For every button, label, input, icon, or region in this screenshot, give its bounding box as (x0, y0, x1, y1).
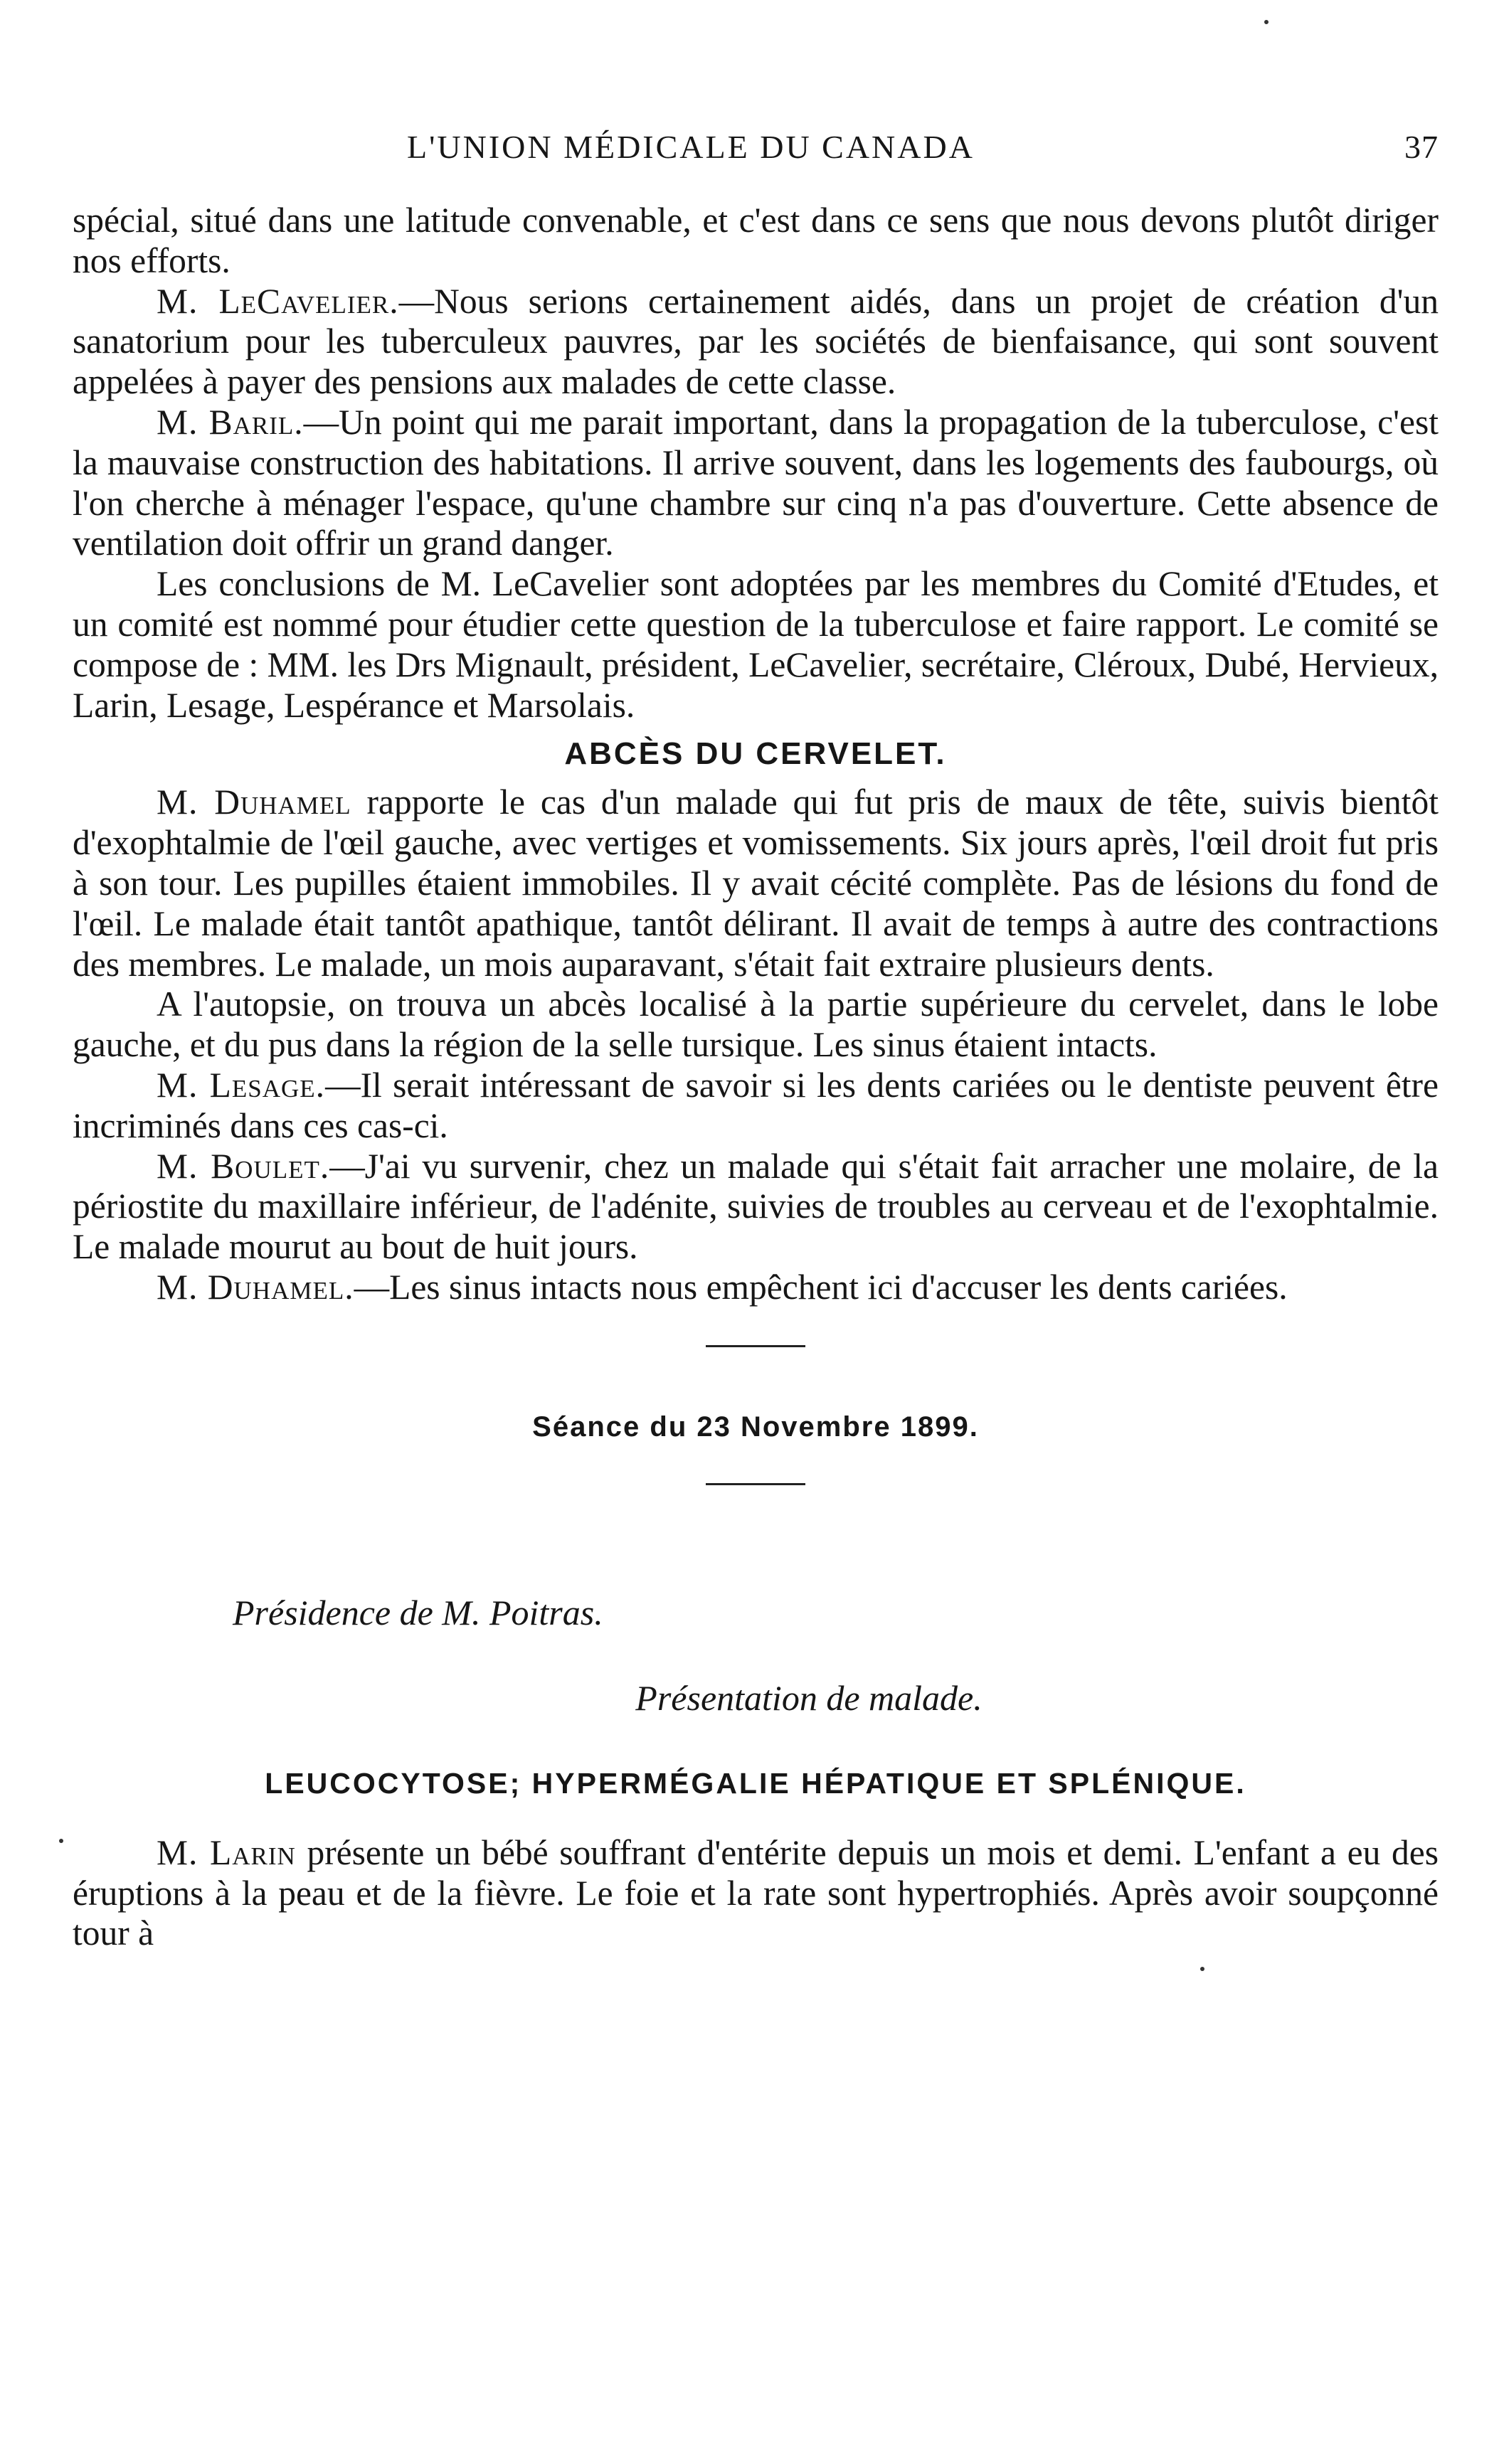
speaker-name: M. Larin (157, 1832, 296, 1872)
print-speck (59, 1839, 63, 1843)
presentation-subheading: Présentation de malade. (635, 1677, 983, 1718)
paragraph-text: présente un bébé souffrant d'entérite depuis un mois et demi. L'enfant a eu des éruptions à la peau et de la fièvre. Le foie et la rate sont hypertrophiés. Après avoir soupçonné tour à (73, 1832, 1439, 1953)
section-heading: ABCÈS DU CERVELET. (564, 736, 947, 772)
paragraph (73, 1268, 1439, 1308)
speaker-name: M. LeCavelier. (157, 281, 399, 321)
paragraph-text: —Il serait intéressant de savoir si les dents cariées ou le dentiste peuvent être incriminés dans ces cas-ci. (73, 1065, 1439, 1145)
paragraph (73, 1833, 1439, 1954)
paragraph-text: —Un point qui me parait important, dans la propagation de la tuberculose, c'est la mauvaise construction des habitations. Il arrive souvent, dans les logements des faubourgs, où l'on cherche à ménager l'espace, qu'une chambre sur cinq n'a pas d'ouverture. Cette absence de ventilation doit offrir un grand danger. (73, 402, 1439, 563)
paragraph-text: —J'ai vu survenir, chez un malade qui s'était fait arracher une molaire, de la périostite du maxillaire inférieur, de l'adénite, suivies de troubles au cerveau et de l'exophtalmie. Le malade mourut au bout de huit jours. (73, 1146, 1439, 1267)
running-head (73, 128, 1439, 178)
section-heading: LEUCOCYTOSE; HYPERMÉGALIE HÉPATIQUE ET SPLÉNIQUE. (265, 1766, 1246, 1800)
paragraph (73, 782, 1439, 984)
article-body (73, 201, 1439, 1954)
print-speck (1264, 20, 1269, 24)
print-speck (1200, 1967, 1204, 1971)
document-page (73, 0, 1439, 2464)
divider (706, 1345, 805, 1347)
speaker-name: M. Duhamel (157, 782, 351, 822)
session-title: Séance du 23 Novembre 1899. (532, 1411, 979, 1443)
divider (706, 1483, 805, 1485)
paragraph (73, 282, 1439, 403)
speaker-name: M. Baril. (157, 402, 304, 442)
speaker-name: M. Boulet. (157, 1146, 330, 1186)
paragraph-text: —Les sinus intacts nous empêchent ici d'accuser les dents cariées. (354, 1267, 1288, 1307)
paragraph-text: —Nous serions certainement aidés, dans un projet de création d'un sanatorium pour les tuberculeux pauvres, par les sociétés de bienfaisance, qui sont souvent appelées à payer des pensions aux malades de cette classe. (73, 281, 1439, 402)
paragraph (73, 1147, 1439, 1268)
paragraph: Les conclusions de M. LeCavelier sont adoptées par les membres du Comité d'Etudes, et un comité est nommé pour étudier cette question de la tuberculose et faire rapport. Le comité se compose de : MM. les Drs Mignault, président, LeCavelier, secrétaire, Cléroux, Dubé, Hervieux, Larin, Lesage, Lespérance et Marsolais. (73, 564, 1439, 725)
presidence-line: Présidence de M. Poitras. (233, 1592, 603, 1632)
paragraph-text: rapporte le cas d'un malade qui fut pris de maux de tête, suivis bientôt d'exophtalmie de l'œil gauche, avec vertiges et vomissements. Six jours après, l'œil droit fut pris à son tour. Les pupilles étaient immobiles. Il y avait cécité complète. Pas de lésions du fond de l'œil. Le malade était tantôt apathique, tantôt délirant. Il avait de temps à autre des contractions des membres. Le malade, un mois auparavant, s'était fait extraire plusieurs dents. (73, 782, 1439, 984)
paragraph: A l'autopsie, on trouva un abcès localisé à la partie supérieure du cervelet, dans le lobe gauche, et du pus dans la région de la selle tursique. Les sinus étaient intacts. (73, 984, 1439, 1065)
paragraph: spécial, situé dans une latitude convenable, et c'est dans ce sens que nous devons plutôt diriger nos efforts. (73, 201, 1439, 280)
speaker-name: M. Lesage. (157, 1065, 326, 1105)
speaker-name: M. Duhamel. (157, 1267, 354, 1307)
page-number: 37 (1404, 129, 1439, 165)
journal-title: L'UNION MÉDICALE DU CANADA (407, 129, 975, 165)
paragraph (73, 1066, 1439, 1147)
paragraph (73, 403, 1439, 564)
